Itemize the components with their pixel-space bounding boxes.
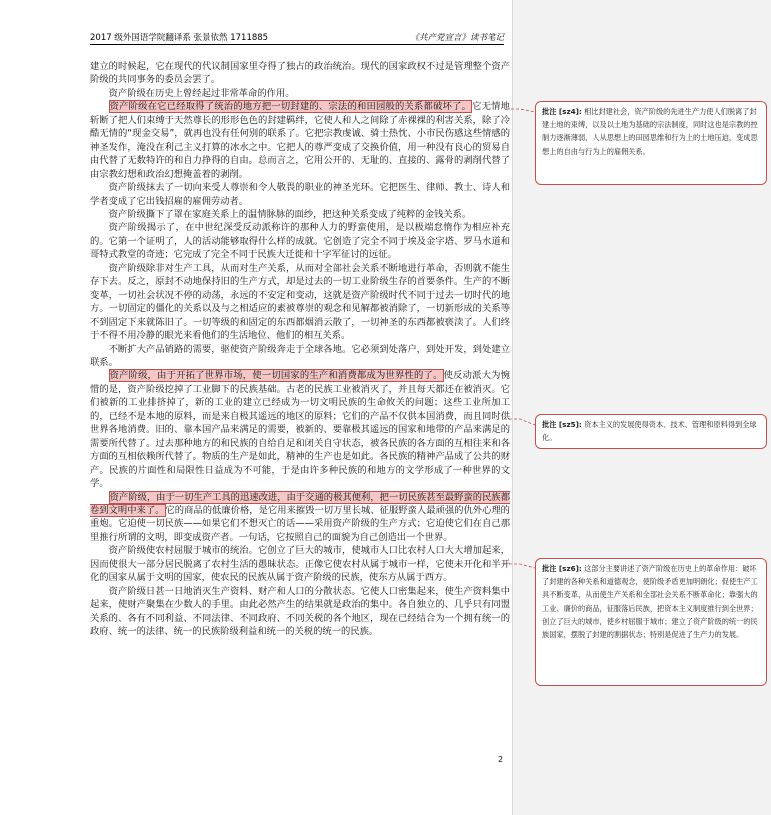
paragraph-text: 不断扩大产品销路的需要，驱使资产阶级奔走于全球各地。它必须到处落户，到处开发，到处建立联系。 [90, 343, 510, 368]
paragraph-text: 使反动派大为惋惜的是，资产阶级挖掉了工业脚下的民族基础。古老的民族工业被消灭了，并且每天都还在被消灭。它们被新的工业排挤掉了，新的工业的建立已经成为一切文明民族的生命攸关的问题；这些工业所加工的，已经不是本地的原料，而是来自极其遥远的地区的原料；它们的产品不仅供本国消费，而且同时供世界各地消费。旧的、靠本国产品来满足的需要，被新的、要靠极其遥远的国家和地带的产品来满足的需要所代替了。过去那种地方的和民族的自给自足和闭关自守状态，被各民族的各方面的互相往来和各方面的互相依赖所代替了。物质的生产是如此，精神的生产也是如此。各民族的精神产品成了公共的财产。民族的片面性和局限性日益成为不可能，于是由许多种民族的和地方的文学形成了一种世界的文学。 [90, 370, 510, 490]
paragraph-text: 它无情地斩断了把人们束缚于天然尊长的形形色色的封建羁绊，它使人和人之间除了赤裸裸的利害关系，除了冷酷无情的“现金交易”，就再也没有任何别的联系了。它把宗教虔诚、骑士热忱、小市民伤感这些情感的神圣发作，淹没在利己主义打算的冰水之中。它把人的尊严变成了交换价值，用一种没有良心的贸易自由代替了无数特许的和自力挣得的自由。总而言之，它用公开的、无耻的、直接的、露骨的剥削代替了由宗教幻想和政治幻想掩盖着的剥削。 [90, 101, 510, 180]
paragraph-text: 资产阶级撕下了罩在家庭关系上的温情脉脉的面纱，把这种关系变成了纯粹的金钱关系。 [108, 208, 472, 220]
paragraph-text: 资产阶级使农村屈服于城市的统治。它创立了巨大的城市，使城市人口比农村人口大大增加起来，因而使很大一部分居民脱离了农村生活的愚昧状态。正像它使农村从属于城市一样，它使未开化和半开化的国家从属于文明的国家，使农民的民族从属于资产阶级的民族，使东方从属于西方。 [90, 545, 510, 584]
comment-sz4[interactable] [535, 101, 767, 185]
comment-text: 资本主义的发展使得资本、技术、管理和原料得到全球化。 [542, 420, 757, 443]
leader-line-sz4 [506, 109, 535, 112]
comment-tag: 批注 [sz6]: [542, 564, 582, 573]
paragraph-text: 资产阶级日甚一日地消灭生产资料、财产和人口的分散状态。它使人口密集起来，使生产资料集中起来，使财产聚集在少数人的手里。由此必然产生的结果就是政治的集中。各自独立的、几乎只有同盟关系的、各有不同利益、不同法律、不同政府、不同关税的各个地区，现在已经结合为一个拥有统一的政府、统一的法律、统一的民族阶级利益和统一的关税的统一的民族。 [90, 585, 510, 638]
highlighted-text: 资产阶级，由于一切生产工具的迅速改进，由于交通的极其便利，把一切民族甚至最野蛮的民族都卷到文明中来了。 [90, 491, 510, 516]
highlighted-text: 资产阶级，由于开拓了世界市场，使一切国家的生产和消费都成为世界性的了。 [109, 370, 443, 382]
page-number: 2 [498, 755, 504, 764]
paragraph-text: 资产阶级抹去了一切向来受人尊崇和令人敬畏的职业的神圣光环。它把医生、律师、教士、诗人和学者变成了它出钱招雇的雇佣劳动者。 [90, 182, 510, 207]
header-right: 《共产党宣言》读书笔记 [410, 33, 504, 43]
paragraph-text: 资产阶级揭示了，在中世纪深受反动派称许的那种人力的野蛮使用，是以极端怠惰作为相应补充的。它第一个证明了，人的活动能够取得什么样的成就。它创造了完全不同于埃及金字塔、罗马水道和哥特式教堂的奇迹；它完成了完全不同于民族大迁徙和十字军征讨的远征。 [90, 222, 510, 261]
comment-sz6[interactable] [535, 558, 767, 686]
paragraph-text: 它的商品的低廉价格，是它用来摧毁一切万里长城、征服野蛮人最顽强的仇外心理的重炮。它迫使一切民族——如果它们不想灭亡的话——采用资产阶级的生产方式；它迫使它们在自己那里推行所谓的文明，即变成资产者。一句话，它按照自己的面貌为自己创造出一个世界。 [90, 504, 510, 543]
comment-tag: 批注 [sz4]: [542, 107, 582, 116]
paragraph-text: 资产阶级在历史上曾经起过非常革命的作用。 [108, 87, 295, 99]
comment-text: 这部分主要讲述了资产阶级在历史上的革命作用：破坏了封建的各种关系和道德观念，使阶级矛盾更加明朗化；促使生产工具不断变革，从而使生产关系和全部社会关系不断革命化；靠强大的工业、廉价的商品，征服落后民族，把资本主义制度推行到全世界；创立了巨大的城市，使乡村屈服于城市；建立了资产阶级的统一的民族国家，摆脱了封建的割据状态；特别是促进了生产力的发展。 [542, 564, 758, 640]
comment-text: 相比封建社会，资产阶级的先进生产力使人们脱离了封建土地的束缚，以及以土地为基础的宗法制度，同时这也是宗教的控制力逐渐薄弱，人从思想上的田园思维和行为上的土地压迫，变成思想上的自由与行为上的雇佣关系。 [542, 107, 758, 156]
comment-sz5[interactable] [535, 414, 767, 449]
leader-line-sz5 [504, 419, 535, 425]
highlighted-text: 资产阶级在它已经取得了统治的地方把一切封建的、宗法的和田园般的关系都破坏了。 [109, 101, 472, 113]
comment-tag: 批注 [sz5]: [542, 420, 582, 429]
header-left: 2017 级外国语学院翻译系 张景依然 1711885 [90, 33, 269, 43]
leader-line-sz6 [504, 564, 535, 568]
paragraph-text: 资产阶级除非对生产工具，从而对生产关系，从而对全部社会关系不断地进行革命，否则就不能生存下去。反之，原封不动地保持旧的生产方式，却是过去的一切工业阶级生存的首要条件。生产的不断变革，一切社会状况不停的动荡，永远的不安定和变动，这就是资产阶级时代不同于过去一切时代的地方。一切固定的僵化的关系以及与之相适应的素被尊崇的观念和见解都被消除了，一切新形成的关系等不到固定下来就陈旧了。一切等级的和固定的东西都烟消云散了，一切神圣的东西都被亵渎了。人们终于不得不用冷静的眼光来看他们的生活地位、他们的相互关系。 [90, 262, 510, 342]
paragraph-text: 建立的时候起，它在现代的代议制国家里夺得了独占的政治统治。现代的国家政权不过是管理整个资产阶级的共同事务的委员会罢了。 [90, 61, 510, 86]
